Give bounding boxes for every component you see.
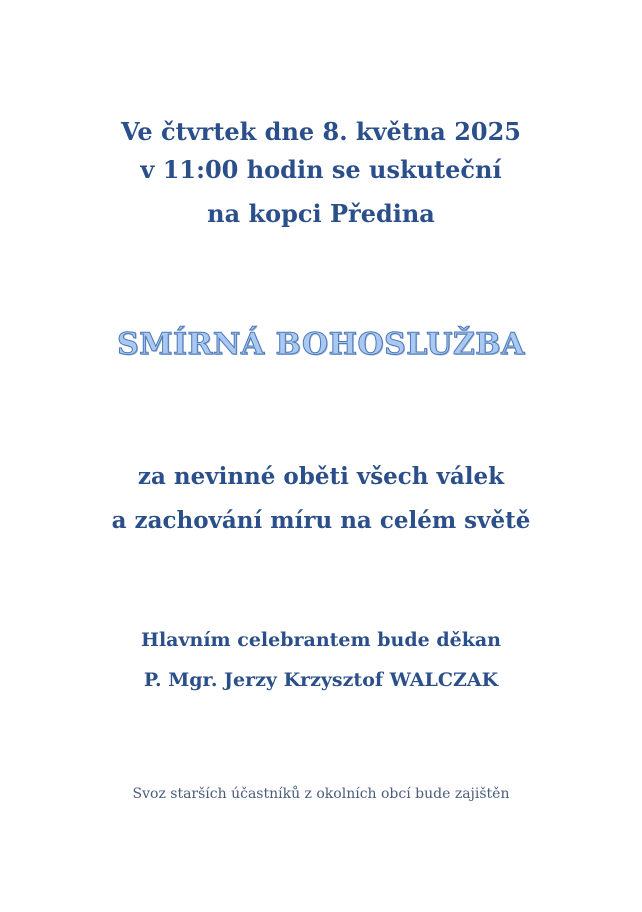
- event-title: SMÍRNÁ BOHOSLUŽBA: [117, 327, 525, 362]
- celebrant-intro-line: Hlavním celebrantem bude děkan: [141, 629, 501, 651]
- celebrant-name-line: P. Mgr. Jerzy Krzysztof WALCZAK: [143, 669, 499, 691]
- event-time-line: v 11:00 hodin se uskuteční: [140, 155, 502, 184]
- event-date-line: Ve čtvrtek dne 8. května 2025: [120, 117, 522, 146]
- purpose-line-1: za nevinné oběti všech válek: [137, 463, 505, 490]
- purpose-line-2: a zachování míru na celém světě: [111, 507, 531, 534]
- transport-note: Svoz starších účastníků z okolních obcí bude zajištěn: [132, 786, 510, 802]
- event-location-line: na kopci Předina: [207, 199, 435, 228]
